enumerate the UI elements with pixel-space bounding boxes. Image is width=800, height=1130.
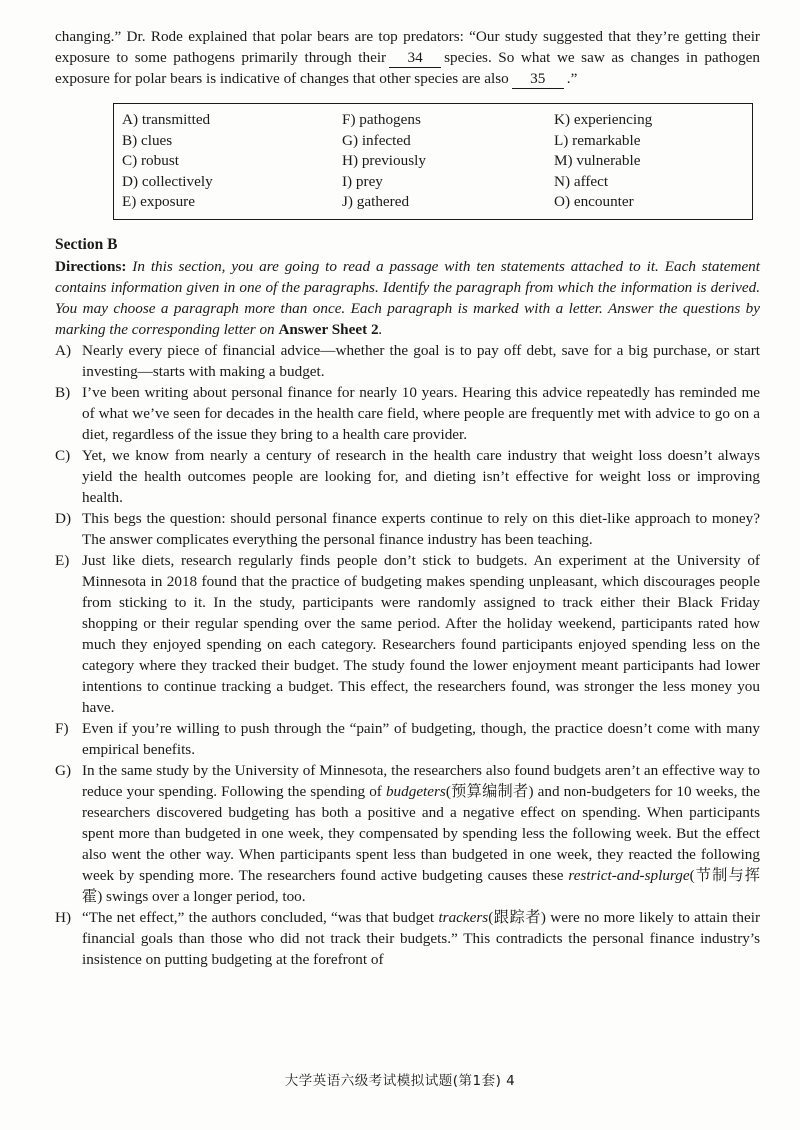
word-option: B) clues: [122, 131, 173, 149]
word-option: A) transmitted: [122, 111, 211, 128]
gloss-budgeters: (预算编制者): [445, 782, 534, 800]
paragraph-text: Yet, we know from nearly a century of research in the health care industry that weight loss doesn’t always yield the health outcomes people are looking for, and dieting isn’t effective for weight loss or improving health.: [82, 446, 760, 506]
paragraph-letter: E): [55, 551, 70, 569]
word-option: G) infected: [342, 131, 411, 149]
word-option: L) remarkable: [554, 131, 641, 149]
term-restrict-and-splurge: restrict-and-splurge: [568, 866, 690, 884]
paragraph-a: [55, 340, 760, 382]
paragraph-text: [82, 907, 760, 970]
word-option: N) affect: [554, 172, 609, 190]
paragraph-text: I’ve been writing about personal finance for nearly 10 years. Hearing this advice repeatedly has reminded me of what we’ve seen for decades in the health care field, where people are frequently met with advice to go on a diet, regardless of the issue they bring to a health care provider.: [82, 383, 760, 443]
gloss-restrict-and-splurge: (节制与挥霍): [82, 866, 760, 905]
word-option: M) vulnerable: [554, 152, 641, 169]
paragraph-letter: G): [55, 761, 72, 779]
paragraph-text: Just like diets, research regularly finds people don’t stick to budgets. An experiment at the University of Minnesota in 2018 found that the practice of budgeting makes spending unpleasant, which discourages people from sticking to it. In the study, participants were randomly assigned to track either their Black Friday shopping or their regular spending over the same period. After the holiday weekend, participants rated how much they enjoyed spending on each category. Researchers found participants enjoyed spending less on the category where they tracked their budget. The study found the lower enjoyment meant participants had lower intentions to continue tracking a budget. This effect, the researchers found, was stronger the less money you have.: [82, 551, 760, 716]
word-option: F) pathogens: [342, 111, 421, 128]
section-title: Section B: [55, 235, 118, 253]
paragraph-letter: D): [55, 509, 72, 527]
paragraph-g-text-1: In the same study by the University of Minnesota, the researchers also found budgets aren’t an effective way to reduce your spending. Following the spending of: [82, 761, 760, 800]
paragraph-g: [55, 760, 760, 907]
directions-text: In this section, you are going to read a passage with ten statements attached to it. Each statement contains information given in one of the paragraphs. Identify the paragraph from which the information is derived. You may choose a paragraph more than once. Each paragraph is marked with a letter. Answer the questions by marking the corresponding letter on: [55, 257, 760, 338]
word-option: E) exposure: [122, 193, 195, 210]
paragraph-b: [55, 382, 760, 445]
directions-label: Directions:: [55, 257, 127, 275]
word-option: K) experiencing: [554, 111, 653, 128]
page-content: [55, 26, 760, 970]
paragraph-h-text-2: were no more likely to attain their financial goals than those who did not track their budgets.” This contradicts the personal finance industry’s insistence on putting budgeting at the forefront of: [82, 908, 760, 968]
paragraph-h-text-1: “The net effect,” the authors concluded, “was that budget: [82, 908, 439, 926]
term-trackers: trackers: [438, 908, 489, 926]
page-footer: 大学英语六级考试模拟试题(第1套) 4: [284, 1073, 516, 1089]
paragraph-letter: F): [55, 719, 69, 737]
intro-text-2: species. So what we saw as changes in pathogen exposure for polar bears is indicative of changes that other species are also: [55, 49, 761, 87]
directions: [55, 256, 760, 340]
paragraph-c: [55, 445, 760, 508]
intro-paragraph: [55, 26, 760, 89]
answer-sheet-label: Answer Sheet 2: [278, 320, 379, 338]
word-option: H) previously: [342, 152, 426, 169]
paragraph-letter: B): [55, 383, 71, 401]
word-option: D) collectively: [122, 172, 213, 190]
paragraph-text: Even if you’re willing to push through the “pain” of budgeting, though, the practice doesn’t come with many empirical benefits.: [82, 719, 760, 758]
paragraph-f: [55, 718, 760, 760]
intro-text-1: changing.” Dr. Rode explained that polar bears are top predators: “Our study suggested that they’re getting their exposure to some pathogens primarily through their: [55, 28, 760, 66]
word-option: J) gathered: [342, 193, 410, 210]
paragraph-d: [55, 508, 760, 550]
paragraph-letter: H): [55, 908, 72, 926]
paragraph-letter: A): [55, 341, 72, 359]
word-bank: [113, 103, 753, 220]
word-option: C) robust: [122, 152, 179, 169]
term-budgeters: budgeters: [385, 782, 446, 800]
paragraph-text: Nearly every piece of financial advice—whether the goal is to pay off debt, save for a big purchase, or start investing—starts with making a budget.: [82, 341, 760, 380]
gloss-trackers: (跟踪者): [488, 908, 546, 926]
directions-end: .: [378, 320, 383, 338]
paragraph-text: This begs the question: should personal finance experts continue to rely on this diet-like approach to money? The answer complicates everything the personal finance industry has been teaching.: [82, 509, 760, 548]
intro-text-3: .”: [566, 70, 578, 87]
blank-34: 34: [389, 49, 441, 68]
paragraph-h: [55, 907, 760, 970]
paragraph-g-text-2: and non-budgeters for 10 weeks, the researchers discovered budgeting has both a positive and a negative effect on spending. When participants spent more than budgeted in one week, they compensated by spending less the following week. But the effect also went the other way. When participants spent less than budgeted in one week, they reacted the following week by spending more. The researchers found active budgeting causes these: [82, 782, 760, 884]
paragraph-letter: C): [55, 446, 71, 464]
word-option: I) prey: [342, 172, 383, 190]
blank-35: 35: [512, 70, 564, 89]
paragraph-e: [55, 550, 760, 718]
paragraph-g-text-3: swings over a longer period, too.: [102, 887, 306, 905]
paragraph-text: [82, 760, 760, 907]
word-option: O) encounter: [554, 193, 634, 210]
